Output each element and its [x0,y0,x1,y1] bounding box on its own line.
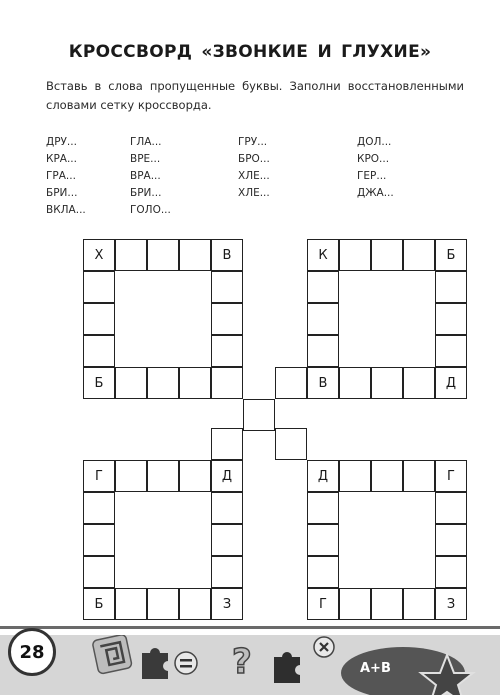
puzzle-icon [274,652,300,683]
crossword-cell [371,239,403,271]
crossword-cell [211,271,243,303]
crossword-cell [307,303,339,335]
crossword-cell [435,271,467,303]
word-column-2 [130,134,220,219]
crossword-cell [435,524,467,556]
word-item: ДОЛ... [357,136,392,148]
crossword-connector-cell [275,367,307,399]
crossword-cell [179,239,211,271]
crossword-cell: Г [435,460,467,492]
crossword-cell [83,556,115,588]
crossword-cell [211,492,243,524]
crossword-cell [83,492,115,524]
footer-decoration [0,635,500,695]
word-column-1 [46,134,136,219]
crossword-connector-cell [211,367,243,399]
word-item: ГЕР... [357,170,387,182]
word-item: БРО... [238,153,270,165]
crossword-cell [211,524,243,556]
crossword-cell [115,367,147,399]
crossword-cell [83,335,115,367]
crossword-cell [83,303,115,335]
formula-badge-label: A+B [360,661,391,676]
crossword-cell [403,460,435,492]
page-number: 28 [8,628,56,676]
crossword-cell [147,460,179,492]
crossword-cell [339,239,371,271]
word-item: ХЛЕ... [238,187,270,199]
footer-divider [0,626,500,629]
word-column-4 [357,134,447,202]
crossword-cell [211,556,243,588]
crossword-cell [307,492,339,524]
crossword-cell [371,367,403,399]
multiply-icon [314,637,334,657]
crossword-cell [307,335,339,367]
crossword-cell: Г [83,460,115,492]
footer-band [0,635,500,695]
crossword-cell [307,556,339,588]
crossword-cell [435,303,467,335]
crossword-cell: Д [211,460,243,492]
crossword-cell [435,556,467,588]
crossword-cell [115,588,147,620]
crossword-cell [179,460,211,492]
crossword-cell: Б [83,588,115,620]
crossword-cell [211,335,243,367]
crossword-cell [403,588,435,620]
page-title: КРОССВОРД «ЗВОНКИЕ И ГЛУХИЕ» [68,42,432,62]
crossword-cell: В [307,367,339,399]
crossword-cell: Х [83,239,115,271]
crossword-cell [435,335,467,367]
crossword-cell [403,239,435,271]
crossword-cell [147,588,179,620]
word-item: ВКЛА... [46,204,86,216]
word-item: ВРА... [130,170,161,182]
crossword-cell [307,271,339,303]
crossword-connector-cell [243,399,275,431]
word-item: ГЛА... [130,136,162,148]
crossword-connector-cell [275,428,307,460]
crossword-cell: К [307,239,339,271]
crossword-cell [211,303,243,335]
crossword-cell [307,524,339,556]
word-item: ДЖА... [357,187,394,199]
svg-text:?: ? [232,642,252,682]
word-item: БРИ... [130,187,162,199]
crossword-cell: Д [307,460,339,492]
word-item: КРО... [357,153,390,165]
crossword-cell: Б [83,367,115,399]
instruction-text: Вставь в слова пропущенные буквы. Заполни восстановленными словами сетку кроссворда. [46,79,464,112]
crossword-cell [371,460,403,492]
question-icon [232,642,252,682]
crossword-cell: В [211,239,243,271]
crossword-cell: З [435,588,467,620]
word-item: БРИ... [46,187,78,199]
word-item: ДРУ... [46,136,77,148]
crossword-cell [147,367,179,399]
crossword-cell [147,239,179,271]
crossword-cell [179,588,211,620]
crossword-cell: Б [435,239,467,271]
maze-icon [92,635,132,674]
crossword-cell [339,588,371,620]
word-item: ГРА... [46,170,76,182]
crossword-cell: Д [435,367,467,399]
word-item: ХЛЕ... [238,170,270,182]
crossword-cell [115,239,147,271]
crossword-cell [179,367,211,399]
crossword-cell: З [211,588,243,620]
crossword-connector-cell [211,428,243,460]
word-item: КРА... [46,153,77,165]
word-column-3 [238,134,328,202]
crossword-cell [403,367,435,399]
puzzle-icon [142,648,168,679]
crossword-cell [339,460,371,492]
crossword-cell [371,588,403,620]
crossword-cell [115,460,147,492]
word-item: ГРУ... [238,136,268,148]
word-item: ГОЛО... [130,204,171,216]
word-item: ВРЕ... [130,153,161,165]
crossword-cell [339,367,371,399]
crossword-cell [83,271,115,303]
crossword-cell [435,492,467,524]
equals-icon [175,652,197,674]
crossword-cell: Г [307,588,339,620]
crossword-cell [83,524,115,556]
